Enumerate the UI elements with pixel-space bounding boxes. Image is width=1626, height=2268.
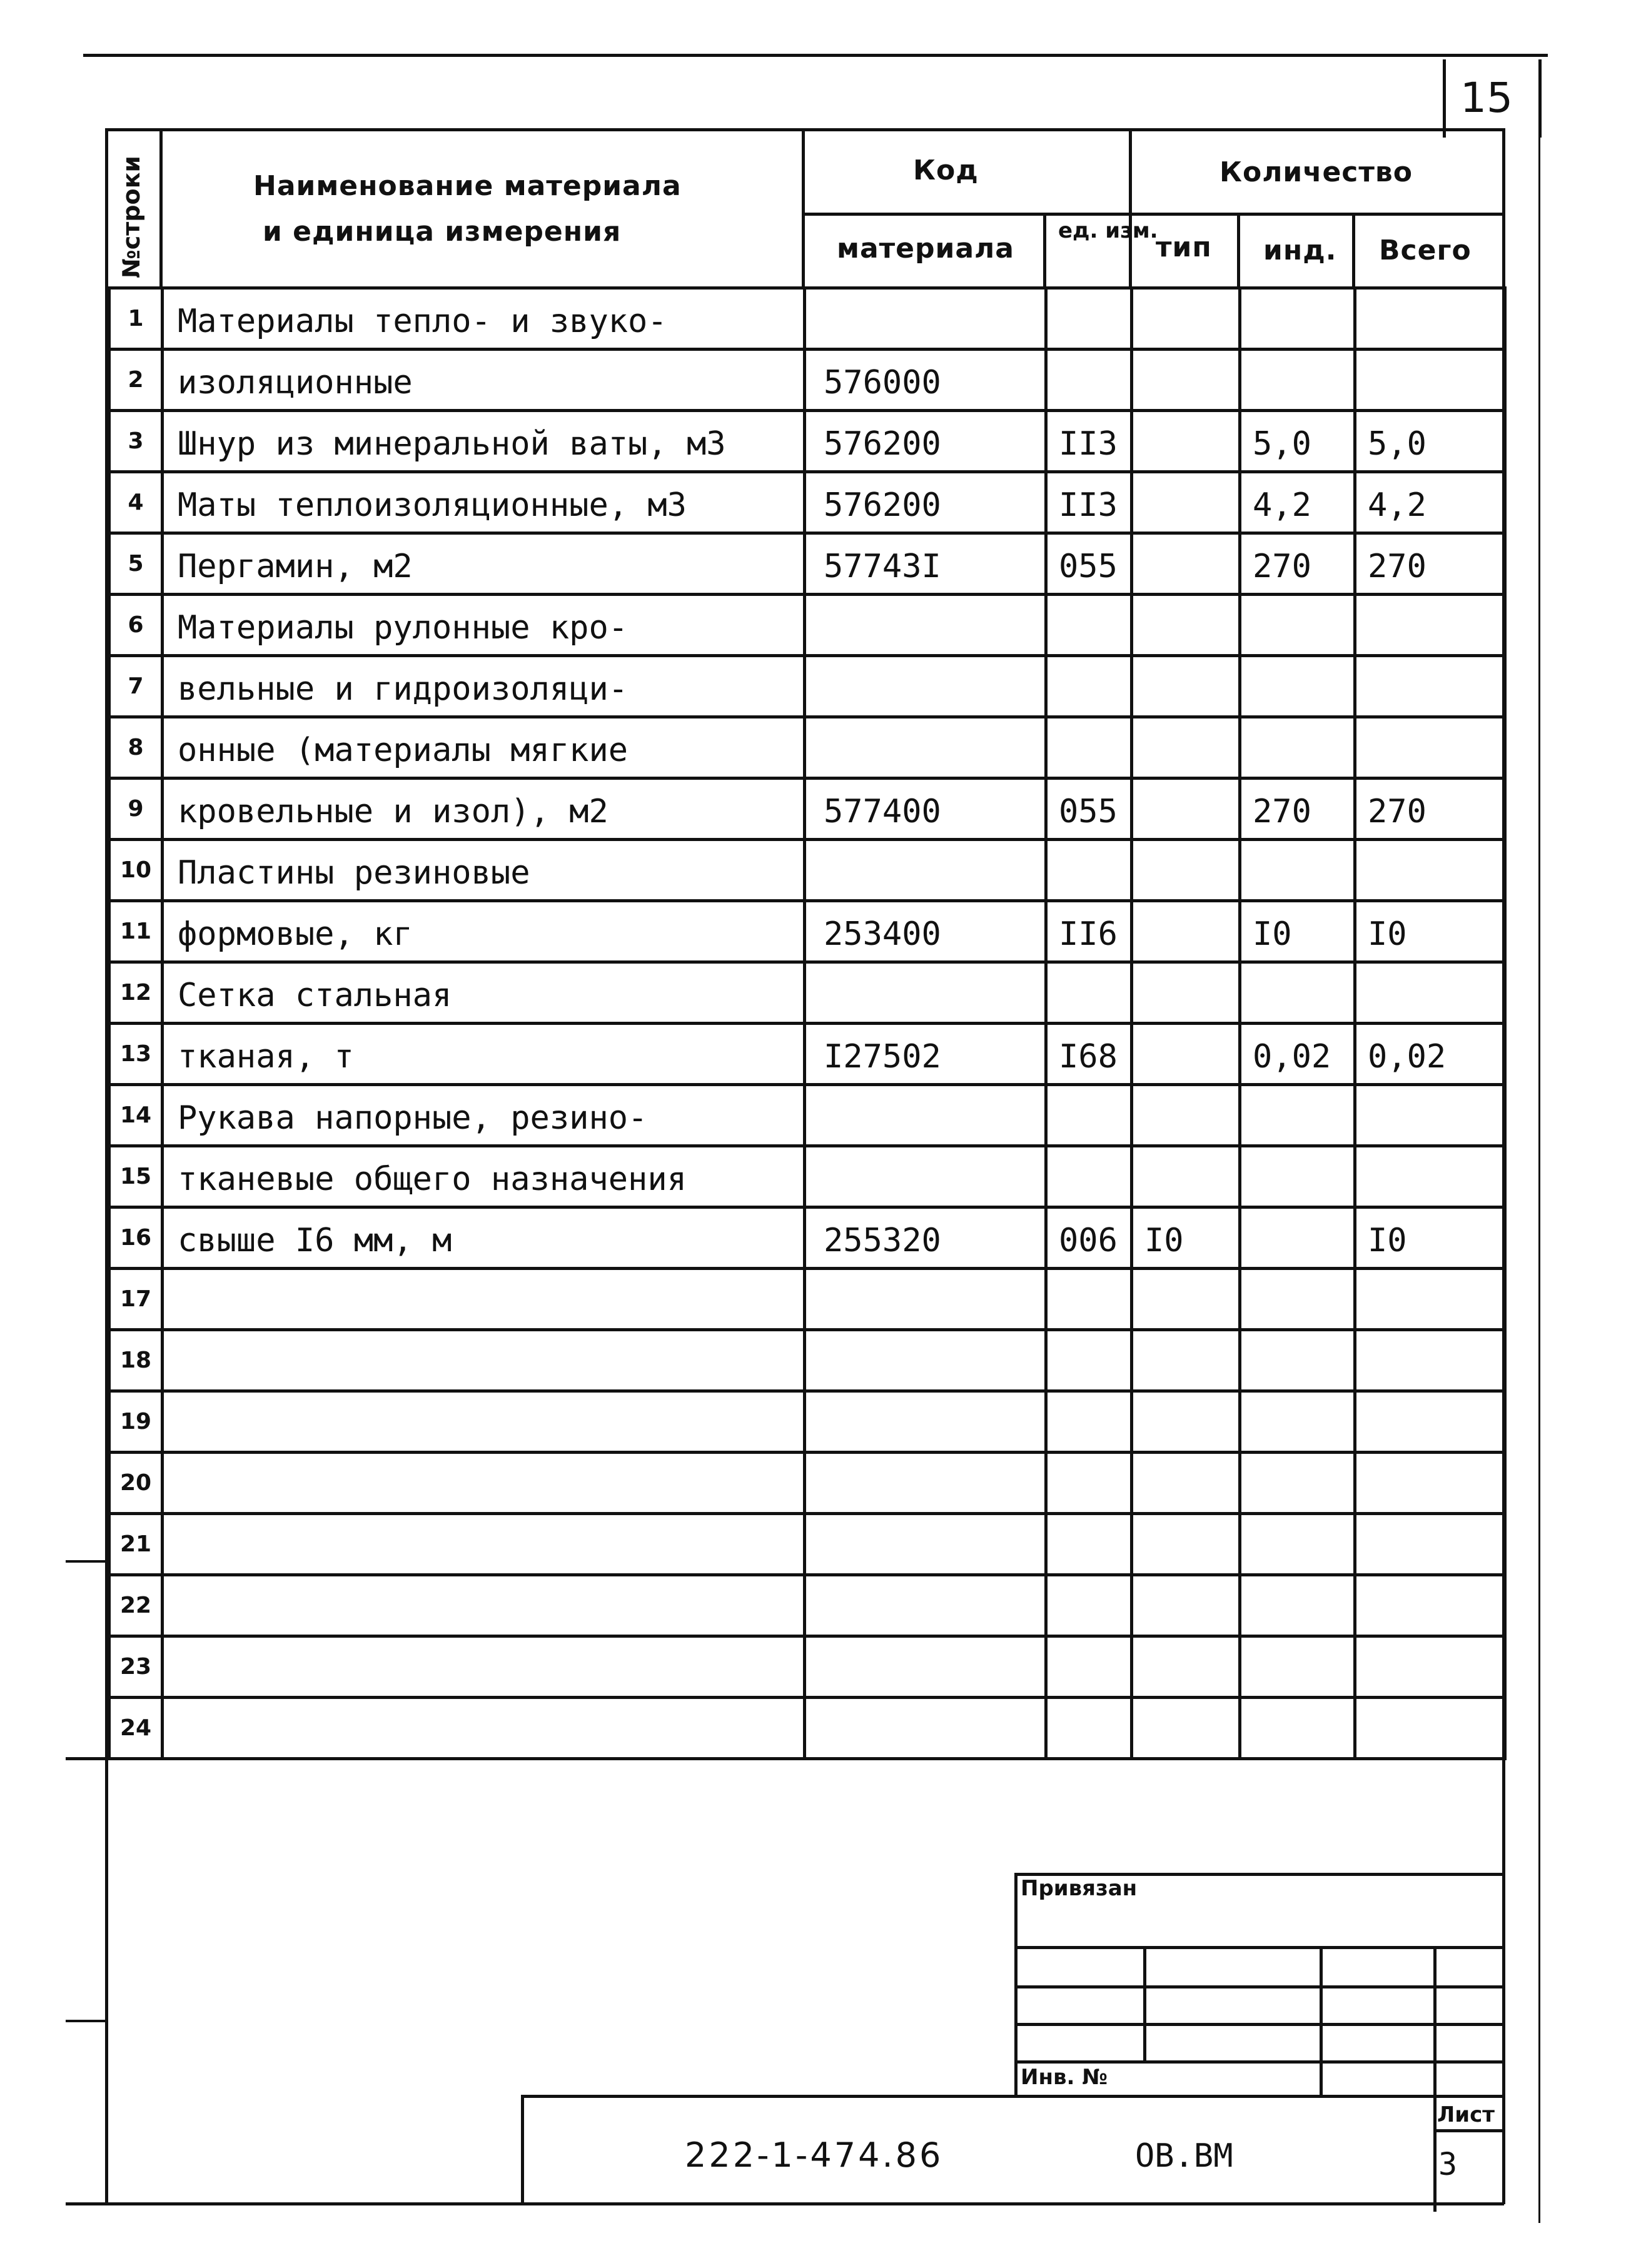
quantity-type — [1133, 830, 1238, 838]
quantity-total — [1356, 892, 1503, 899]
unit-code: II6 — [1059, 915, 1118, 953]
table-row — [109, 1024, 1505, 1085]
quantity-total — [1356, 1566, 1503, 1573]
table-row — [109, 1330, 1505, 1391]
quantity-individual — [1241, 769, 1353, 777]
quantity-individual — [1241, 1382, 1353, 1389]
material-code: 253400 — [824, 915, 941, 953]
quantity-individual — [1241, 1321, 1353, 1328]
unit-code — [1048, 1137, 1130, 1144]
name-column-header-line1: Наименование материала — [253, 170, 682, 202]
material-code — [806, 1014, 1044, 1022]
material-code — [806, 892, 1044, 899]
quantity-individual — [1241, 1014, 1353, 1022]
quantity-type — [1133, 1443, 1238, 1451]
quantity-type — [1133, 1014, 1238, 1022]
table-row — [109, 1514, 1505, 1575]
unit-code: II3 — [1059, 486, 1118, 524]
unit-code — [1048, 340, 1130, 348]
code-group-header: Код — [913, 154, 979, 186]
unit-code — [1048, 708, 1130, 715]
quantity-total: I0 — [1368, 1222, 1407, 1259]
quantity-total: 5,0 — [1368, 425, 1427, 463]
quantity-individual — [1241, 1137, 1353, 1144]
material-name: тканая, т — [178, 1038, 354, 1076]
table-row — [109, 840, 1505, 901]
material-code: 576000 — [824, 364, 941, 401]
quantity-individual: 5,0 — [1253, 425, 1311, 463]
materials-table — [108, 286, 1507, 1760]
quantity-type — [1133, 463, 1238, 470]
document-number: 222-1-474.86 — [685, 2135, 944, 2175]
material-name: формовые, кг — [178, 915, 413, 953]
row-number: 23 — [119, 1654, 152, 1680]
quantity-individual — [1241, 1198, 1353, 1206]
unit-code: 055 — [1059, 548, 1118, 585]
row-number: 8 — [128, 735, 144, 760]
unit-code — [1048, 1321, 1130, 1328]
quantity-type — [1133, 1076, 1238, 1083]
quantity-total: 4,2 — [1368, 486, 1427, 524]
table-row — [109, 779, 1505, 840]
material-code — [806, 708, 1044, 715]
quantity-type — [1133, 769, 1238, 777]
quantity-total — [1356, 1504, 1503, 1512]
row-number: 10 — [119, 857, 152, 883]
quantity-type — [1133, 708, 1238, 715]
code-unit-header: ед. изм. — [1058, 218, 1158, 243]
quantity-total: 0,02 — [1368, 1038, 1447, 1076]
unit-code: 055 — [1059, 793, 1118, 830]
material-code — [806, 1443, 1044, 1451]
unit-code — [1048, 401, 1130, 409]
table-row — [109, 1453, 1505, 1514]
table-row — [109, 1207, 1505, 1269]
quantity-individual — [1241, 1688, 1353, 1696]
table-row — [109, 1391, 1505, 1453]
table-row — [109, 1698, 1505, 1759]
quantity-type — [1133, 1688, 1238, 1696]
quantity-individual: 0,02 — [1253, 1038, 1331, 1076]
row-number: 16 — [119, 1225, 152, 1251]
quantity-total — [1356, 1321, 1503, 1328]
material-code: 576200 — [824, 486, 941, 524]
row-number: 20 — [119, 1470, 152, 1496]
row-number: 17 — [119, 1286, 152, 1312]
quantity-total — [1356, 647, 1503, 654]
material-name: Шнур из минеральной ваты, м3 — [178, 425, 726, 463]
frame-top-line — [83, 54, 1548, 57]
material-code — [806, 340, 1044, 348]
material-code: 57743I — [824, 548, 941, 585]
row-number: 4 — [128, 490, 144, 515]
table-row — [109, 901, 1505, 962]
material-name — [164, 1443, 803, 1451]
table-row — [109, 533, 1505, 595]
material-code: 577400 — [824, 793, 941, 830]
document-code: ОВ.ВМ — [1135, 2137, 1233, 2175]
material-name: изоляционные — [178, 364, 413, 401]
quantity-total — [1356, 1382, 1503, 1389]
material-name: Материалы рулонные кро- — [178, 609, 629, 647]
quantity-individual: 270 — [1253, 548, 1311, 585]
quantity-individual — [1241, 892, 1353, 899]
material-name: Материалы тепло- и звуко- — [178, 303, 667, 340]
quantity-total — [1356, 1137, 1503, 1144]
material-code — [806, 647, 1044, 654]
quantity-type — [1133, 953, 1238, 960]
material-code: 576200 — [824, 425, 941, 463]
table-row — [109, 1146, 1505, 1207]
quantity-individual — [1241, 1627, 1353, 1635]
table-row — [109, 595, 1505, 656]
qty-ind-header: инд. — [1263, 234, 1337, 266]
quantity-total — [1356, 708, 1503, 715]
quantity-total — [1356, 1688, 1503, 1696]
row-number: 5 — [128, 551, 144, 577]
material-code — [806, 1566, 1044, 1573]
material-name — [164, 1382, 803, 1389]
material-name — [164, 1321, 803, 1328]
code-material-header: материала — [837, 233, 1014, 265]
row-number: 24 — [119, 1715, 152, 1741]
quantity-total — [1356, 340, 1503, 348]
quantity-type — [1133, 647, 1238, 654]
quantity-total — [1356, 769, 1503, 777]
quantity-individual — [1241, 647, 1353, 654]
quantity-individual — [1241, 1750, 1353, 1757]
material-name: кровельные и изол), м2 — [178, 793, 608, 830]
material-name: Маты теплоизоляционные, м3 — [178, 486, 687, 524]
qty-type-header: тип — [1156, 231, 1212, 263]
quantity-individual: 270 — [1253, 793, 1311, 830]
material-name: свыше I6 мм, м — [178, 1222, 452, 1259]
quantity-type — [1133, 1137, 1238, 1144]
material-code — [806, 1750, 1044, 1757]
quantity-total: 270 — [1368, 548, 1427, 585]
unit-code — [1048, 1627, 1130, 1635]
row-number: 22 — [119, 1593, 152, 1618]
quantity-group-header: Количество — [1220, 156, 1413, 188]
material-code — [806, 1627, 1044, 1635]
material-name — [164, 1688, 803, 1696]
frame-corner-left — [1443, 59, 1446, 138]
table-row — [109, 411, 1505, 472]
unit-code: 006 — [1059, 1222, 1118, 1259]
quantity-type — [1133, 1504, 1238, 1512]
unit-code: I68 — [1059, 1038, 1118, 1076]
table-row — [109, 1269, 1505, 1330]
material-name — [164, 1627, 803, 1635]
quantity-type — [1133, 1321, 1238, 1328]
quantity-individual: 4,2 — [1253, 486, 1311, 524]
row-number: 1 — [128, 306, 144, 331]
row-number: 12 — [119, 980, 152, 1005]
row-number: 7 — [128, 673, 144, 699]
material-name: Рукава напорные, резино- — [178, 1099, 648, 1137]
material-name: Пластины резиновые — [178, 854, 530, 892]
quantity-total: I0 — [1368, 915, 1407, 953]
quantity-individual — [1241, 340, 1353, 348]
row-number: 15 — [119, 1164, 152, 1189]
quantity-total — [1356, 1627, 1503, 1635]
quantity-type — [1133, 1750, 1238, 1757]
quantity-individual: I0 — [1253, 915, 1292, 953]
row-number: 18 — [119, 1348, 152, 1373]
quantity-type: I0 — [1144, 1222, 1184, 1259]
quantity-type — [1133, 1566, 1238, 1573]
quantity-type — [1133, 1382, 1238, 1389]
material-name: тканевые общего назначения — [178, 1161, 687, 1198]
unit-code — [1048, 1443, 1130, 1451]
row-number: 21 — [119, 1531, 152, 1557]
quantity-type — [1133, 340, 1238, 348]
quantity-total — [1356, 1198, 1503, 1206]
unit-code — [1048, 1688, 1130, 1696]
frame-right-edge — [1538, 59, 1542, 138]
quantity-individual — [1241, 1443, 1353, 1451]
unit-code — [1048, 892, 1130, 899]
quantity-type — [1133, 585, 1238, 593]
table-row — [109, 962, 1505, 1024]
quantity-total — [1356, 1014, 1503, 1022]
table-row — [109, 1575, 1505, 1636]
material-code — [806, 1198, 1044, 1206]
row-number: 11 — [119, 919, 152, 944]
unit-code — [1048, 769, 1130, 777]
material-code: 255320 — [824, 1222, 941, 1259]
quantity-type — [1133, 524, 1238, 532]
quantity-individual — [1241, 1259, 1353, 1267]
material-name: Пергамин, м2 — [178, 548, 413, 585]
unit-code — [1048, 1382, 1130, 1389]
material-code — [806, 1382, 1044, 1389]
quantity-individual — [1241, 1504, 1353, 1512]
quantity-individual — [1241, 401, 1353, 409]
unit-code — [1048, 1014, 1130, 1022]
quantity-total — [1356, 1443, 1503, 1451]
table-row — [109, 1636, 1505, 1698]
material-name — [164, 1566, 803, 1573]
table-row — [109, 472, 1505, 533]
quantity-type — [1133, 401, 1238, 409]
row-number: 2 — [128, 367, 144, 393]
unit-code: II3 — [1059, 425, 1118, 463]
quantity-individual — [1241, 1566, 1353, 1573]
material-code — [806, 1137, 1044, 1144]
table-row — [109, 350, 1505, 411]
quantity-type — [1133, 1627, 1238, 1635]
material-code — [806, 1321, 1044, 1328]
material-name: Сетка стальная — [178, 977, 452, 1014]
unit-code — [1048, 647, 1130, 654]
row-number: 19 — [119, 1409, 152, 1434]
unit-code — [1048, 1504, 1130, 1512]
table-row — [109, 288, 1505, 350]
table-row — [109, 717, 1505, 779]
material-name: онные (материалы мягкие — [178, 732, 629, 769]
quantity-type — [1133, 1198, 1238, 1206]
inventory-number-label: Инв. № — [1021, 2065, 1108, 2090]
row-number: 14 — [119, 1102, 152, 1128]
row-number: 9 — [128, 796, 144, 822]
sheet-number: 3 — [1438, 2146, 1458, 2182]
material-name — [164, 1750, 803, 1757]
row-number: 3 — [128, 428, 144, 454]
material-code — [806, 1688, 1044, 1696]
row-number: 6 — [128, 612, 144, 638]
qty-total-header: Всего — [1379, 234, 1472, 266]
material-code: I27502 — [824, 1038, 941, 1076]
table-row — [109, 1085, 1505, 1146]
frame-right-outer — [1538, 134, 1540, 2223]
material-name: вельные и гидроизоляци- — [178, 670, 629, 708]
quantity-total — [1356, 1750, 1503, 1757]
side-mark-lower — [66, 2020, 108, 2022]
quantity-total: 270 — [1368, 793, 1427, 830]
row-number: 13 — [119, 1041, 152, 1067]
quantity-individual — [1241, 708, 1353, 715]
unit-code — [1048, 1750, 1130, 1757]
material-name — [164, 1504, 803, 1512]
sheet-label: Лист — [1437, 2102, 1495, 2127]
material-code — [806, 1504, 1044, 1512]
table-bottom-line — [66, 1757, 1504, 1760]
quantity-total — [1356, 401, 1503, 409]
table-row — [109, 656, 1505, 717]
side-mark-upper — [66, 1560, 108, 1563]
unit-code — [1048, 1198, 1130, 1206]
quantity-type — [1133, 892, 1238, 899]
unit-code — [1048, 1566, 1130, 1573]
linked-label: Привязан — [1021, 1876, 1138, 1901]
row-number-header: №строки — [118, 156, 145, 278]
material-code — [806, 769, 1044, 777]
sheet-corner-number: 15 — [1460, 74, 1513, 122]
name-column-header-line2: и единица измерения — [263, 216, 622, 248]
